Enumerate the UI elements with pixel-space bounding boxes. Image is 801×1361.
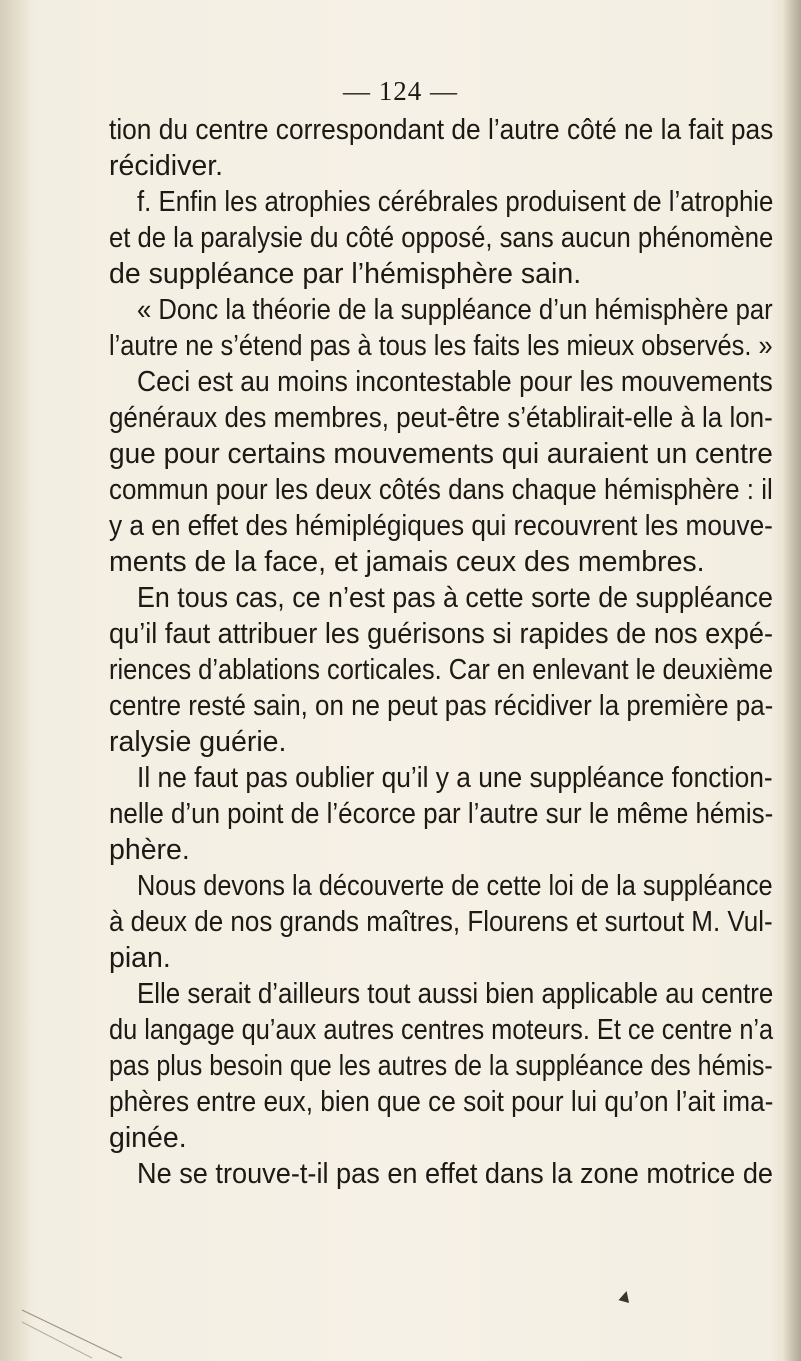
page-corner-fold [12,1300,132,1360]
text-line: « Donc la théorie de la suppléance d’un hémisphère par [137,294,773,326]
text-line: de suppléance par l’hémisphère sain. [109,258,582,290]
text-line: f. Enfin les atrophies cérébrales produisent de l’atrophie [137,186,774,218]
text-line: tion du centre correspondant de l’autre côté ne la fait pas [109,114,774,146]
text-line: généraux des membres, peut-être s’établirait-elle à la lon- [109,402,773,434]
text-line: ginée. [109,1122,187,1154]
text-line: à deux de nos grands maîtres, Flourens et surtout M. Vul- [109,906,773,938]
text-line: Ne se trouve-t-il pas en effet dans la zone motrice de [137,1158,773,1190]
text-line: phères entre eux, bien que ce soit pour lui qu’on l’ait ima- [109,1086,774,1118]
text-line: y a en effet des hémiplégiques qui recouvrent les mouve- [109,510,773,542]
text-line: ralysie guérie. [109,726,287,758]
text-line: pian. [109,942,171,974]
text-line: phère. [109,834,190,866]
text-line: riences d’ablations corticales. Car en enlevant le deuxième [109,654,773,686]
text-line: gue pour certains mouvements qui auraient un centre [109,438,773,470]
text-line: En tous cas, ce n’est pas à cette sorte de suppléance [137,582,773,614]
text-line: Elle serait d’ailleurs tout aussi bien applicable au centre [137,978,774,1010]
text-line: ments de la face, et jamais ceux des membres. [109,546,705,578]
text-line: Il ne faut pas oublier qu’il y a une suppléance fonction- [137,762,773,794]
page-gutter-shadow [0,0,30,1361]
text-line: récidiver. [109,150,224,182]
text-line: du langage qu’aux autres centres moteurs. Et ce centre n’a [109,1014,774,1046]
ink-speck: ▴ [617,1281,635,1309]
page-number: — 124 — [343,76,458,106]
text-line: Ceci est au moins incontestable pour les mouvements [137,366,773,398]
text-line: commun pour les deux côtés dans chaque hémisphère : il [109,474,773,506]
text-line: centre resté sain, on ne peut pas récidiver la première pa- [109,690,774,722]
text-line: nelle d’un point de l’écorce par l’autre sur le même hémis- [109,798,774,830]
text-line: pas plus besoin que les autres de la suppléance des hémis- [109,1050,773,1082]
text-line: l’autre ne s’étend pas à tous les faits les mieux observés. » [109,330,773,362]
text-line: Nous devons la découverte de cette loi de la suppléance [137,870,773,902]
page-edge-shadow [783,0,801,1361]
text-line: et de la paralysie du côté opposé, sans aucun phénomène [109,222,774,254]
text-line: qu’il faut attribuer les guérisons si rapides de nos expé- [109,618,774,650]
